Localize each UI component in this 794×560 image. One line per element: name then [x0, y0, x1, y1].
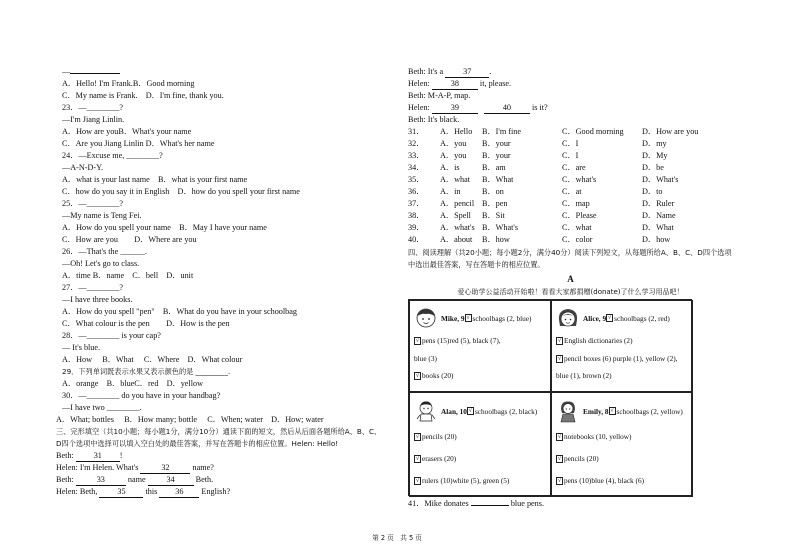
text-line: 29．下列单词既表示水果又表示颜色的是 _________.	[62, 367, 231, 376]
text-line: 24．—Excuse me, ________?	[62, 151, 163, 160]
left-column	[56, 66, 382, 498]
text-line: 28．—________ is your cap?	[62, 331, 161, 340]
text-line: A．Hello! I'm Frank.B．Good morning	[62, 79, 195, 88]
right-column	[408, 66, 733, 510]
text-line: —	[62, 66, 382, 78]
option-choice: B．Sit	[482, 211, 505, 220]
check-icon: √	[610, 408, 614, 414]
option-choice: A．pencil	[440, 199, 475, 208]
text-line: A．How do you spell your name B．May I have your name	[62, 223, 267, 232]
section-heading: A	[567, 274, 574, 284]
check-icon: √	[557, 434, 562, 441]
option-choice: B．on	[482, 187, 504, 196]
boy-avatar-icon	[414, 399, 438, 423]
option-row	[408, 174, 733, 186]
answer-blank: 32	[140, 463, 190, 474]
option-choice: A．you	[440, 139, 467, 148]
option-choice: C．I	[562, 151, 579, 160]
option-choice: D．to	[642, 187, 663, 196]
girl-avatar-icon	[556, 306, 580, 330]
answer-blank	[471, 505, 509, 506]
table-caption: 爱心助学公益活动开始啦！看看大家都捐赠(donate)了什么学习用品吧！	[457, 288, 684, 296]
option-choice: C．Good morning	[562, 127, 624, 136]
dialogue-line: Beth: It's a 37 .	[408, 67, 492, 76]
check-icon: √	[415, 434, 420, 441]
donation-item: √ notebooks (10, yellow)	[557, 432, 632, 441]
text-line: C．Are you Jiang Linlin D．What's her name	[62, 139, 215, 148]
option-row	[408, 186, 733, 198]
donation-item: √ books (20)	[415, 371, 454, 380]
question-number: 35．	[408, 175, 425, 184]
text-line: 30．—________ do you have in your handbag?	[62, 391, 221, 400]
option-row	[408, 234, 733, 246]
answer-blank: 38	[432, 79, 478, 90]
option-choice: B．am	[482, 163, 506, 172]
option-choice: D．Ruler	[642, 199, 675, 208]
text-line: A．what is your last name B．what is your first name	[62, 175, 248, 184]
text-line: A．time B．name C．bell D．unit	[62, 271, 194, 280]
text-line: — It's blue.	[62, 343, 101, 352]
check-icon: √	[557, 355, 562, 362]
page-footer: 第 2 页 共 5 页	[372, 534, 422, 542]
text-line: —A-N-D-Y.	[62, 163, 104, 172]
option-choice: D．how	[642, 235, 671, 244]
option-choice: C．what's	[562, 175, 597, 184]
option-choice: D．My	[642, 151, 668, 160]
dialogue-line: Beth: M-A-P, map.	[408, 91, 471, 100]
option-choice: C．Please	[562, 211, 597, 220]
text-line: 23．—________?	[62, 103, 123, 112]
text-line: C．how do you say it in English D．how do you spell your first name	[62, 187, 300, 196]
donation-item: √ pens (10)blue (4), black (6)	[557, 476, 645, 485]
option-choice: D．Name	[642, 211, 676, 220]
donor-card-alan: Alan, 10 √ schoolbags (2, black) √ pencils (20) √ erasers (20) √ rulers (10)white (5), green (5)	[409, 392, 551, 497]
option-choice: A．is	[440, 163, 460, 172]
text-line: C．What colour is the pen D．How is the pen	[62, 319, 230, 328]
option-choice: C．what	[562, 223, 592, 232]
question-number: 39．	[408, 223, 425, 232]
option-choice: A．about	[440, 235, 473, 244]
option-row	[408, 162, 733, 174]
option-choice: C．I	[562, 139, 579, 148]
donation-table	[408, 299, 692, 496]
check-icon: √	[468, 408, 473, 414]
question-number: 33．	[408, 151, 425, 160]
donation-item: √ pens (15)red (5), black (7),	[415, 336, 501, 345]
text-line: C．How are you D．Where are you	[62, 235, 197, 244]
donor-name: Emily, 8	[583, 406, 609, 416]
option-row	[408, 198, 733, 210]
answer-blank: 36	[159, 487, 199, 498]
option-choice: D．be	[642, 163, 664, 172]
option-choice: C．are	[562, 163, 586, 172]
donor-name: Mike, 9	[441, 313, 465, 323]
option-choice: C．at	[562, 187, 582, 196]
text-line: A．What; bottles B．How many; bottle C．When; water D．How; water	[56, 415, 324, 424]
option-row	[408, 210, 733, 222]
check-icon: √	[557, 456, 562, 463]
dialogue-line: Helen: 39 40 is it?	[408, 103, 548, 112]
donor-card-emily: Emily, 8 √ schoolbags (2, yellow) √ notebooks (10, yellow) √ pencils (20) √ pens (10)blue (4), black (6)	[551, 392, 693, 497]
boy-avatar-icon	[414, 306, 438, 330]
check-icon: √	[466, 315, 470, 321]
text-line: —I'm Jiang Linlin.	[62, 115, 125, 124]
option-choice: D．my	[642, 139, 667, 148]
option-row	[408, 126, 733, 138]
donation-item: √ pencils (20)	[557, 454, 599, 463]
option-choice: C．map	[562, 199, 590, 208]
answer-blank: 40	[484, 103, 530, 114]
text-line: C．My name is Frank. D．I'm fine, thank you.	[62, 91, 224, 100]
donation-item: √ erasers (20)	[415, 454, 457, 463]
donation-item: √ pencil boxes (6) purple (1), yellow (2),	[557, 353, 678, 363]
option-choice: B．your	[482, 151, 511, 160]
question-number: 36．	[408, 187, 425, 196]
options-list	[408, 126, 733, 246]
check-icon: √	[415, 373, 420, 380]
donor-card-mike: Mike, 9 √ schoolbags (2, blue) √ pens (15)red (5), black (7), blue (3) √ books (20)	[409, 300, 551, 392]
option-choice: A．in	[440, 187, 461, 196]
text-line: 26．—That's the ______.	[62, 247, 147, 256]
answer-blank: 37	[445, 67, 489, 78]
donation-item: blue (3)	[414, 353, 437, 363]
donor-card-alice: Alice, 9 √ schoolbags (2, red) √ English dictionaries (2) √ pencil boxes (6) purple (1), yellow (2), blue (1), brown (2)	[551, 300, 693, 392]
text-line: A．orange B．blueC．red D．yellow	[62, 379, 203, 388]
option-row	[408, 150, 733, 162]
option-row	[408, 138, 733, 150]
dialogue-line: Helen: Beth, 35 this 36 English?	[56, 487, 231, 496]
dialogue-line: Helen: 38 it, please.	[408, 79, 512, 88]
option-choice: D．What	[642, 223, 674, 232]
check-icon: √	[415, 456, 420, 463]
check-icon: √	[415, 338, 420, 345]
check-icon: √	[557, 338, 562, 345]
text-line: 27．—________?	[62, 283, 123, 292]
check-icon: √	[607, 315, 612, 321]
question-number: 38．	[408, 211, 425, 220]
donation-item: √ rulers (10)white (5), green (5)	[415, 476, 510, 485]
text-line: A．How do you spell "pen" B．What do you have in your schoolbag	[62, 307, 297, 316]
question-number: 31．	[408, 127, 425, 136]
dialogue-line: Beth: 33 name 34 Beth.	[56, 475, 214, 484]
option-choice: D．How are you	[642, 127, 699, 136]
option-choice: D．What's	[642, 175, 679, 184]
dialogue-line: Helen: I'm Helen. What's 32 name?	[56, 463, 214, 472]
option-choice: B．how	[482, 235, 510, 244]
option-choice: B．What's	[482, 223, 519, 232]
question-number: 37．	[408, 199, 425, 208]
option-choice: A．what	[440, 175, 471, 184]
answer-blank: 31	[76, 451, 120, 462]
text-line: A．How B．What C．Where D．What colour	[62, 355, 243, 364]
option-choice: A．Spell	[440, 211, 471, 220]
question-41: 41．Mike donates blue pens.	[408, 499, 545, 508]
question-number: 40．	[408, 235, 425, 244]
answer-blank	[70, 73, 120, 74]
donation-item: blue (1), brown (2)	[556, 371, 612, 380]
answer-blank: 39	[432, 103, 478, 114]
option-choice: A．what's	[440, 223, 475, 232]
donor-name: Alice, 9	[583, 313, 607, 323]
option-choice: C．color	[562, 235, 593, 244]
reading-instructions: 四、阅读理解（共20小题；每小题2分，满分40分）阅读下列短文，从每题所给A、B、C、D四个选项中选出最佳答案，写在答题卡的相应位置。	[408, 248, 732, 269]
text-line: —My name is Teng Fei.	[62, 211, 142, 220]
question-number: 32．	[408, 139, 425, 148]
text-line: —I have two ________.	[62, 403, 142, 412]
text-line: —I have three books.	[62, 295, 133, 304]
dialogue-line: Beth: It's black.	[408, 115, 460, 124]
answer-blank: 33	[76, 475, 126, 486]
girl-avatar-icon	[556, 399, 580, 423]
option-choice: B．I'm fine	[482, 127, 521, 136]
donation-item: √ English dictionaries (2)	[557, 336, 633, 345]
option-choice: A．you	[440, 151, 467, 160]
option-choice: B．your	[482, 139, 511, 148]
answer-blank: 34	[148, 475, 194, 486]
dialogue-line: Beth: 31 !	[56, 451, 123, 460]
text-line: A．How are youB．What's your name	[62, 127, 192, 136]
check-icon: √	[415, 478, 420, 485]
donation-item: √ pencils (20)	[415, 432, 457, 441]
text-line: 25．—________?	[62, 199, 123, 208]
question-number: 34．	[408, 163, 425, 172]
donor-name: Alan, 10	[441, 406, 467, 416]
check-icon: √	[557, 478, 562, 485]
option-choice: A．Hello	[440, 127, 473, 136]
option-choice: B．pen	[482, 199, 508, 208]
cloze-instructions: 三、完形填空（共10小题；每小题1分，满分10分）通读下面的短文，然后从后面各题所给A、B、C、D四个选项中选择可以填入空白处的最佳答案，并写在答题卡的相应位置。Helen: Hello!	[56, 427, 382, 448]
option-choice: B．What	[482, 175, 514, 184]
option-row	[408, 222, 733, 234]
answer-blank: 35	[99, 487, 143, 498]
text-line: —Oh! Let's go to class.	[62, 259, 140, 268]
